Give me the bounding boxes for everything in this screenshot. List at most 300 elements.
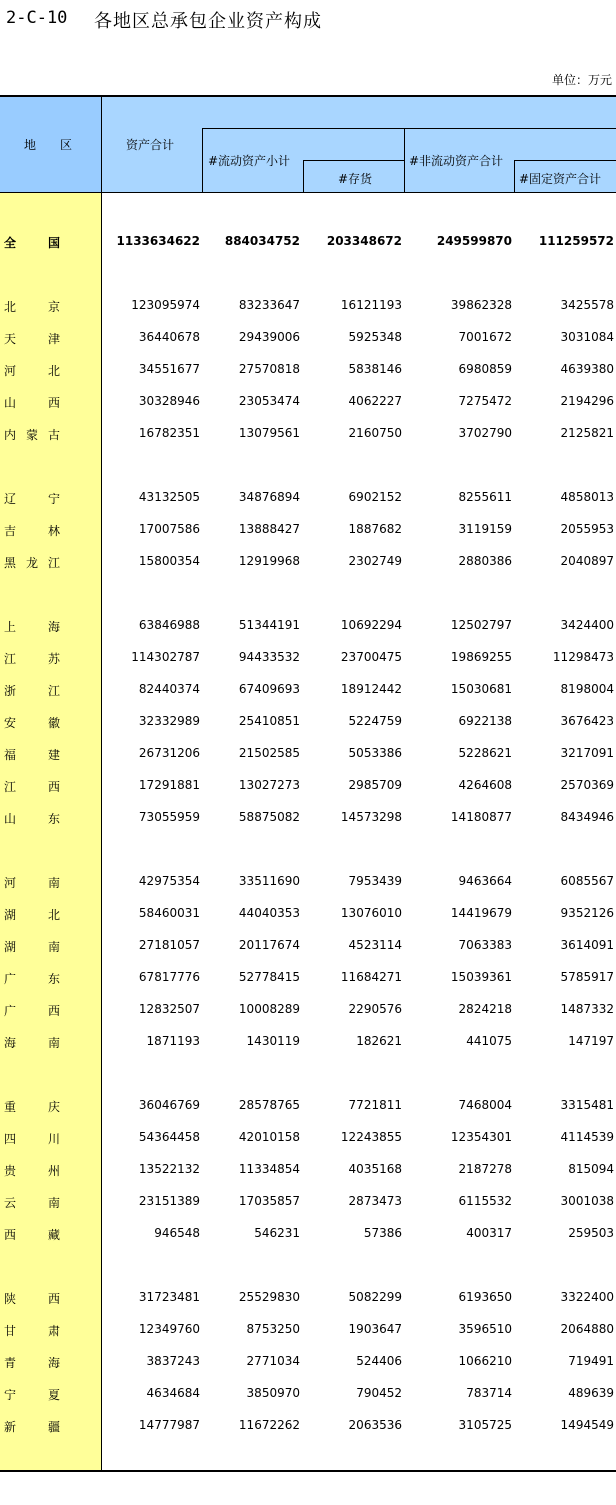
value-cell: 12832507 bbox=[138, 1002, 200, 1016]
table-row bbox=[0, 616, 616, 636]
region-name bbox=[4, 490, 60, 507]
value-cell: 9352126 bbox=[560, 906, 614, 920]
table-row bbox=[0, 712, 616, 732]
value-cell: 6902152 bbox=[348, 490, 402, 504]
value-cell: 9463664 bbox=[458, 874, 512, 888]
region-char: 吉 bbox=[4, 524, 17, 538]
region-char: 陕 bbox=[4, 1292, 17, 1306]
region-char: 龙 bbox=[25, 556, 38, 570]
value-cell: 52778415 bbox=[238, 970, 300, 984]
value-cell: 6085567 bbox=[560, 874, 614, 888]
value-cell: 1487332 bbox=[560, 1002, 614, 1016]
table-row bbox=[0, 1096, 616, 1116]
table-row bbox=[0, 520, 616, 540]
region-name bbox=[4, 330, 60, 347]
region-char: 南 bbox=[47, 1036, 60, 1050]
region-char: 北 bbox=[4, 300, 17, 314]
region-char: 四 bbox=[4, 1132, 17, 1146]
region-char: 南 bbox=[47, 1196, 60, 1210]
value-cell: 5838146 bbox=[348, 362, 402, 376]
value-cell: 790452 bbox=[356, 1386, 402, 1400]
region-char: 广 bbox=[4, 972, 17, 986]
value-cell: 94433532 bbox=[238, 650, 300, 664]
table-row bbox=[0, 1320, 616, 1340]
region-char: 州 bbox=[47, 1164, 60, 1178]
value-cell: 5082299 bbox=[348, 1290, 402, 1304]
value-cell: 11684271 bbox=[340, 970, 402, 984]
region-char: 西 bbox=[47, 396, 60, 410]
value-cell: 3322400 bbox=[560, 1290, 614, 1304]
region-char: 北 bbox=[47, 364, 60, 378]
table-row bbox=[0, 936, 616, 956]
value-cell: 3217091 bbox=[560, 746, 614, 760]
value-cell: 8198004 bbox=[560, 682, 614, 696]
value-cell: 54364458 bbox=[138, 1130, 200, 1144]
region-name bbox=[4, 1194, 60, 1211]
value-cell: 5053386 bbox=[348, 746, 402, 760]
value-cell: 18912442 bbox=[340, 682, 402, 696]
value-cell: 400317 bbox=[466, 1226, 512, 1240]
value-cell: 16782351 bbox=[138, 426, 200, 440]
table-row bbox=[0, 1416, 616, 1436]
value-cell: 5925348 bbox=[348, 330, 402, 344]
region-char: 贵 bbox=[4, 1164, 17, 1178]
region-char: 东 bbox=[47, 972, 60, 986]
header-current-assets: #流动资产小计 bbox=[208, 154, 291, 168]
value-cell: 2570369 bbox=[560, 778, 614, 792]
region-name bbox=[4, 234, 60, 251]
table-row bbox=[0, 1032, 616, 1052]
region-name bbox=[4, 1226, 60, 1243]
value-cell: 489639 bbox=[568, 1386, 614, 1400]
page-title: 各地区总承包企业资产构成 bbox=[94, 11, 322, 32]
region-char: 浙 bbox=[4, 684, 17, 698]
region-char: 西 bbox=[47, 1292, 60, 1306]
value-cell: 4062227 bbox=[348, 394, 402, 408]
table-row bbox=[0, 872, 616, 892]
table-row bbox=[0, 424, 616, 444]
value-cell: 43132505 bbox=[138, 490, 200, 504]
table-row bbox=[0, 808, 616, 828]
value-cell: 4035168 bbox=[348, 1162, 402, 1176]
table-row bbox=[0, 232, 616, 252]
value-cell: 8255611 bbox=[458, 490, 512, 504]
value-cell: 3424400 bbox=[560, 618, 614, 632]
value-cell: 1903647 bbox=[348, 1322, 402, 1336]
value-cell: 3614091 bbox=[560, 938, 614, 952]
region-char: 东 bbox=[47, 812, 60, 826]
value-cell: 524406 bbox=[356, 1354, 402, 1368]
region-char: 江 bbox=[47, 684, 60, 698]
value-cell: 4634684 bbox=[146, 1386, 200, 1400]
region-name bbox=[4, 778, 60, 795]
region-char: 天 bbox=[4, 332, 17, 346]
header-divider bbox=[202, 128, 203, 192]
value-cell: 34876894 bbox=[238, 490, 300, 504]
value-cell: 82440374 bbox=[138, 682, 200, 696]
value-cell: 2160750 bbox=[348, 426, 402, 440]
value-cell: 182621 bbox=[356, 1034, 402, 1048]
value-cell: 15030681 bbox=[450, 682, 512, 696]
value-cell: 3676423 bbox=[560, 714, 614, 728]
table-row bbox=[0, 1128, 616, 1148]
value-cell: 4639380 bbox=[560, 362, 614, 376]
region-name bbox=[4, 874, 60, 891]
value-cell: 44040353 bbox=[238, 906, 300, 920]
value-cell: 1066210 bbox=[458, 1354, 512, 1368]
value-cell: 7001672 bbox=[458, 330, 512, 344]
region-char: 全 bbox=[4, 236, 17, 250]
bottom-rule bbox=[0, 1470, 616, 1472]
value-cell: 2125821 bbox=[560, 426, 614, 440]
value-cell: 7721811 bbox=[348, 1098, 402, 1112]
region-name bbox=[4, 362, 60, 379]
region-name bbox=[4, 938, 60, 955]
value-cell: 2290576 bbox=[348, 1002, 402, 1016]
value-cell: 2063536 bbox=[348, 1418, 402, 1432]
value-cell: 4264608 bbox=[458, 778, 512, 792]
region-name bbox=[4, 746, 60, 763]
region-char: 山 bbox=[4, 812, 17, 826]
value-cell: 29439006 bbox=[238, 330, 300, 344]
value-cell: 17291881 bbox=[138, 778, 200, 792]
value-cell: 3850970 bbox=[246, 1386, 300, 1400]
value-cell: 2194296 bbox=[560, 394, 614, 408]
value-cell: 7063383 bbox=[458, 938, 512, 952]
value-cell: 5224759 bbox=[348, 714, 402, 728]
value-cell: 783714 bbox=[466, 1386, 512, 1400]
region-char: 京 bbox=[47, 300, 60, 314]
region-char: 南 bbox=[47, 940, 60, 954]
value-cell: 17007586 bbox=[138, 522, 200, 536]
region-name bbox=[4, 1162, 60, 1179]
region-name bbox=[4, 650, 60, 667]
value-cell: 14180877 bbox=[450, 810, 512, 824]
table-row bbox=[0, 968, 616, 988]
value-cell: 2064880 bbox=[560, 1322, 614, 1336]
region-name bbox=[4, 618, 60, 635]
value-cell: 4114539 bbox=[560, 1130, 614, 1144]
value-cell: 114302787 bbox=[131, 650, 200, 664]
header-bottom-rule bbox=[0, 192, 616, 193]
value-cell: 11334854 bbox=[238, 1162, 300, 1176]
value-cell: 2055953 bbox=[560, 522, 614, 536]
region-char: 青 bbox=[4, 1356, 17, 1370]
value-cell: 249599870 bbox=[436, 234, 512, 248]
value-cell: 26731206 bbox=[138, 746, 200, 760]
region-name bbox=[4, 1386, 60, 1403]
value-cell: 34551677 bbox=[138, 362, 200, 376]
value-cell: 23151389 bbox=[138, 1194, 200, 1208]
value-cell: 13027273 bbox=[238, 778, 300, 792]
value-cell: 42975354 bbox=[138, 874, 200, 888]
value-cell: 39862328 bbox=[450, 298, 512, 312]
value-cell: 63846988 bbox=[138, 618, 200, 632]
region-char: 国 bbox=[47, 236, 60, 250]
value-cell: 2040897 bbox=[560, 554, 614, 568]
value-cell: 5228621 bbox=[458, 746, 512, 760]
value-cell: 3105725 bbox=[458, 1418, 512, 1432]
region-char: 海 bbox=[4, 1036, 17, 1050]
value-cell: 12354301 bbox=[450, 1130, 512, 1144]
region-char: 藏 bbox=[47, 1228, 60, 1242]
region-name bbox=[4, 1002, 60, 1019]
region-char: 川 bbox=[47, 1132, 60, 1146]
value-cell: 2985709 bbox=[348, 778, 402, 792]
header-fixed-assets: #固定资产合计 bbox=[519, 172, 602, 186]
value-cell: 42010158 bbox=[238, 1130, 300, 1144]
region-char: 宁 bbox=[4, 1388, 17, 1402]
value-cell: 7468004 bbox=[458, 1098, 512, 1112]
table-row bbox=[0, 648, 616, 668]
region-char: 湖 bbox=[4, 940, 17, 954]
top-rule bbox=[0, 95, 616, 97]
region-char: 黑 bbox=[4, 556, 17, 570]
region-char: 宁 bbox=[47, 492, 60, 506]
value-cell: 13079561 bbox=[238, 426, 300, 440]
value-cell: 5785917 bbox=[560, 970, 614, 984]
region-char: 江 bbox=[4, 652, 17, 666]
value-cell: 6115532 bbox=[458, 1194, 512, 1208]
region-name bbox=[4, 522, 60, 539]
value-cell: 1494549 bbox=[560, 1418, 614, 1432]
value-cell: 8753250 bbox=[246, 1322, 300, 1336]
region-char: 西 bbox=[47, 780, 60, 794]
value-cell: 6193650 bbox=[458, 1290, 512, 1304]
region-name bbox=[4, 394, 60, 411]
region-name bbox=[4, 682, 60, 699]
value-cell: 1871193 bbox=[146, 1034, 200, 1048]
region-name bbox=[4, 1354, 60, 1371]
region-char: 夏 bbox=[47, 1388, 60, 1402]
region-char: 河 bbox=[4, 876, 17, 890]
value-cell: 6922138 bbox=[458, 714, 512, 728]
value-cell: 11298473 bbox=[552, 650, 614, 664]
region-char: 福 bbox=[4, 748, 17, 762]
region-name bbox=[4, 298, 60, 315]
table-row bbox=[0, 1288, 616, 1308]
table-row bbox=[0, 744, 616, 764]
value-cell: 25529830 bbox=[238, 1290, 300, 1304]
header-divider bbox=[514, 160, 515, 192]
value-cell: 57386 bbox=[363, 1226, 402, 1240]
value-cell: 3702790 bbox=[458, 426, 512, 440]
header-rule bbox=[202, 128, 616, 129]
header-inventory: #存货 bbox=[338, 172, 373, 186]
value-cell: 12502797 bbox=[450, 618, 512, 632]
value-cell: 147197 bbox=[568, 1034, 614, 1048]
value-cell: 23053474 bbox=[238, 394, 300, 408]
region-char: 云 bbox=[4, 1196, 17, 1210]
value-cell: 2873473 bbox=[348, 1194, 402, 1208]
value-cell: 3119159 bbox=[458, 522, 512, 536]
value-cell: 2880386 bbox=[458, 554, 512, 568]
table-row bbox=[0, 1352, 616, 1372]
value-cell: 884034752 bbox=[224, 234, 300, 248]
value-cell: 3031084 bbox=[560, 330, 614, 344]
value-cell: 14573298 bbox=[340, 810, 402, 824]
header-rule bbox=[303, 160, 404, 161]
header-divider bbox=[303, 160, 304, 192]
value-cell: 16121193 bbox=[340, 298, 402, 312]
value-cell: 259503 bbox=[568, 1226, 614, 1240]
value-cell: 15800354 bbox=[138, 554, 200, 568]
value-cell: 33511690 bbox=[238, 874, 300, 888]
value-cell: 15039361 bbox=[450, 970, 512, 984]
value-cell: 31723481 bbox=[138, 1290, 200, 1304]
value-cell: 2771034 bbox=[246, 1354, 300, 1368]
region-char: 津 bbox=[47, 332, 60, 346]
value-cell: 10008289 bbox=[238, 1002, 300, 1016]
value-cell: 3837243 bbox=[146, 1354, 200, 1368]
value-cell: 32332989 bbox=[138, 714, 200, 728]
region-char: 建 bbox=[47, 748, 60, 762]
value-cell: 4858013 bbox=[560, 490, 614, 504]
value-cell: 27181057 bbox=[138, 938, 200, 952]
region-char: 辽 bbox=[4, 492, 17, 506]
value-cell: 1133634622 bbox=[116, 234, 200, 248]
value-cell: 4523114 bbox=[348, 938, 402, 952]
value-cell: 21502585 bbox=[238, 746, 300, 760]
region-char: 上 bbox=[4, 620, 17, 634]
region-char: 肃 bbox=[47, 1324, 60, 1338]
value-cell: 7953439 bbox=[348, 874, 402, 888]
value-cell: 20117674 bbox=[238, 938, 300, 952]
table-row bbox=[0, 1192, 616, 1212]
table-row bbox=[0, 904, 616, 924]
table-row bbox=[0, 1000, 616, 1020]
region-char: 广 bbox=[4, 1004, 17, 1018]
region-char: 苏 bbox=[47, 652, 60, 666]
value-cell: 7275472 bbox=[458, 394, 512, 408]
value-cell: 3315481 bbox=[560, 1098, 614, 1112]
table-row bbox=[0, 360, 616, 380]
value-cell: 58875082 bbox=[238, 810, 300, 824]
value-cell: 2824218 bbox=[458, 1002, 512, 1016]
value-cell: 25410851 bbox=[238, 714, 300, 728]
value-cell: 58460031 bbox=[138, 906, 200, 920]
value-cell: 28578765 bbox=[238, 1098, 300, 1112]
region-char: 西 bbox=[4, 1228, 17, 1242]
region-char: 内 bbox=[4, 428, 17, 442]
region-char: 新 bbox=[4, 1420, 17, 1434]
value-cell: 30328946 bbox=[138, 394, 200, 408]
value-cell: 719491 bbox=[568, 1354, 614, 1368]
value-cell: 83233647 bbox=[238, 298, 300, 312]
region-char: 疆 bbox=[47, 1420, 60, 1434]
region-char: 南 bbox=[47, 876, 60, 890]
value-cell: 3596510 bbox=[458, 1322, 512, 1336]
value-cell: 8434946 bbox=[560, 810, 614, 824]
value-cell: 815094 bbox=[568, 1162, 614, 1176]
table-row bbox=[0, 488, 616, 508]
value-cell: 12349760 bbox=[138, 1322, 200, 1336]
region-name bbox=[4, 1290, 60, 1307]
value-cell: 2302749 bbox=[348, 554, 402, 568]
header-rule bbox=[514, 160, 616, 161]
header-divider bbox=[404, 128, 405, 192]
table-row bbox=[0, 328, 616, 348]
value-cell: 546231 bbox=[254, 1226, 300, 1240]
value-cell: 36440678 bbox=[138, 330, 200, 344]
region-name bbox=[4, 1034, 60, 1051]
table-row bbox=[0, 552, 616, 572]
value-cell: 6980859 bbox=[458, 362, 512, 376]
region-name bbox=[4, 1098, 60, 1115]
region-char: 北 bbox=[47, 908, 60, 922]
value-cell: 203348672 bbox=[326, 234, 402, 248]
value-cell: 123095974 bbox=[131, 298, 200, 312]
region-char: 重 bbox=[4, 1100, 17, 1114]
region-char: 西 bbox=[47, 1004, 60, 1018]
region-char: 甘 bbox=[4, 1324, 17, 1338]
table-row bbox=[0, 1160, 616, 1180]
value-cell: 11672262 bbox=[238, 1418, 300, 1432]
region-char: 蒙 bbox=[25, 428, 38, 442]
value-cell: 17035857 bbox=[238, 1194, 300, 1208]
table-number: 2-C-10 bbox=[6, 8, 68, 28]
value-cell: 19869255 bbox=[450, 650, 512, 664]
value-cell: 13522132 bbox=[138, 1162, 200, 1176]
region-name bbox=[4, 906, 60, 923]
region-char: 海 bbox=[47, 620, 60, 634]
region-char: 江 bbox=[4, 780, 17, 794]
value-cell: 441075 bbox=[466, 1034, 512, 1048]
region-char: 安 bbox=[4, 716, 17, 730]
region-char: 庆 bbox=[47, 1100, 60, 1114]
value-cell: 13076010 bbox=[340, 906, 402, 920]
table-row bbox=[0, 392, 616, 412]
region-name bbox=[4, 1418, 60, 1435]
value-cell: 1887682 bbox=[348, 522, 402, 536]
region-column-background bbox=[0, 193, 101, 1470]
unit-label: 单位：万元 bbox=[551, 73, 612, 87]
region-char: 湖 bbox=[4, 908, 17, 922]
table-row bbox=[0, 680, 616, 700]
value-cell: 23700475 bbox=[340, 650, 402, 664]
value-cell: 67817776 bbox=[138, 970, 200, 984]
region-char: 古 bbox=[47, 428, 60, 442]
value-cell: 10692294 bbox=[340, 618, 402, 632]
table-row bbox=[0, 1224, 616, 1244]
region-name bbox=[4, 426, 60, 443]
value-cell: 13888427 bbox=[238, 522, 300, 536]
value-cell: 36046769 bbox=[138, 1098, 200, 1112]
value-cell: 946548 bbox=[154, 1226, 200, 1240]
region-char: 山 bbox=[4, 396, 17, 410]
value-cell: 3001038 bbox=[560, 1194, 614, 1208]
region-name bbox=[4, 714, 60, 731]
value-cell: 12919968 bbox=[238, 554, 300, 568]
table-row bbox=[0, 776, 616, 796]
table-row bbox=[0, 1384, 616, 1404]
region-char: 江 bbox=[47, 556, 60, 570]
header-noncurrent-assets: #非流动资产合计 bbox=[409, 154, 504, 168]
header-total-assets: 资产合计 bbox=[126, 138, 175, 152]
region-name bbox=[4, 1130, 60, 1147]
value-cell: 2187278 bbox=[458, 1162, 512, 1176]
value-cell: 3425578 bbox=[560, 298, 614, 312]
table-row bbox=[0, 296, 616, 316]
region-char: 徽 bbox=[47, 716, 60, 730]
value-cell: 12243855 bbox=[340, 1130, 402, 1144]
region-name bbox=[4, 1322, 60, 1339]
value-cell: 14777987 bbox=[138, 1418, 200, 1432]
region-name bbox=[4, 554, 60, 571]
region-name bbox=[4, 970, 60, 987]
region-name bbox=[4, 810, 60, 827]
value-cell: 1430119 bbox=[246, 1034, 300, 1048]
